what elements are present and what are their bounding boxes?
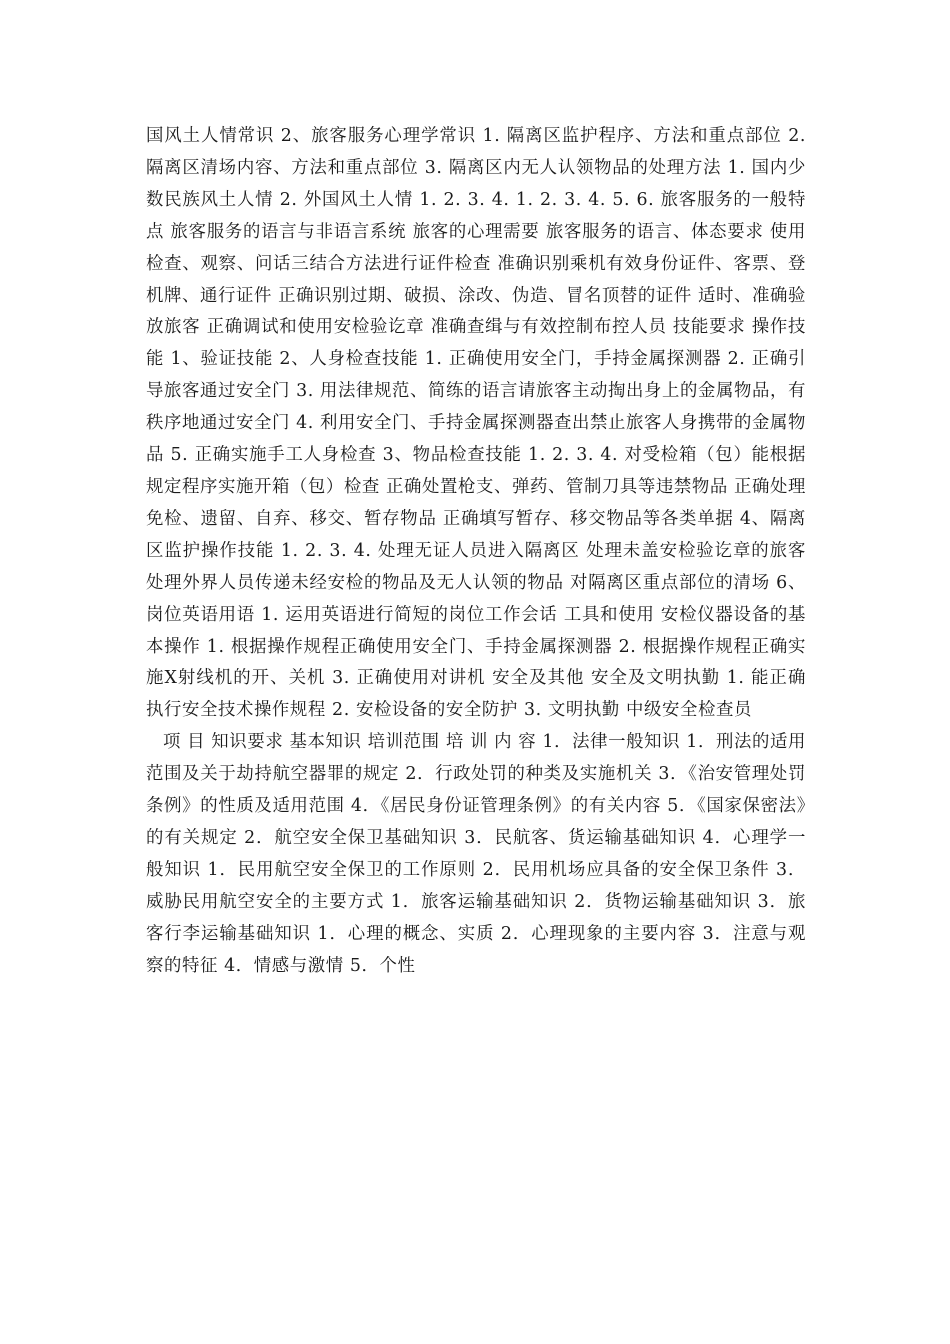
document-body — [146, 121, 806, 982]
paragraph-intermediate-knowledge: 项 目 知识要求 基本知识 培训范围 培 训 内 容 1．法律一般知识 1．刑法的适用范围及关于劫持航空器罪的规定 2．行政处罚的种类及实施机关 3．《治安管理处罚条例》的性质及适用范围 4．《居民身份证管理条例》的有关内容 5．《国家保密法》的有关规定 2．航空安全保卫基础知识 3．民航客、货运输基础知识 4．心理学一般知识 1．民用航空安全保卫的工作原则 2．民用机场应具备的安全保卫条件 3．威胁民用航空安全的主要方式 1．旅客运输基础知识 2．货物运输基础知识 3．旅客行李运输基础知识 1．心理的概念、实质 2．心理现象的主要内容 3．注意与观察的特征 4．情感与激情 5．个性 — [146, 732, 806, 976]
paragraph-security-check-skills: 国风土人情常识 2、旅客服务心理学常识 1. 隔离区监护程序、方法和重点部位 2. 隔离区清场内容、方法和重点部位 3. 隔离区内无人认领物品的处理方法 1. 国内少数民族风土人情 2. 外国风土人情 1. 2. 3. 4. 1. 2. 3. 4. 5. 6. 旅客服务的一般特点 旅客服务的语言与非语言系统 旅客的心理需要 旅客服务的语言、体态要求 使用检查、观察、问话三结合方法进行证件检查 准确识别乘机有效身份证件、客票、登机牌、通行证件 正确识别过期、破损、涂改、伪造、冒名顶替的证件 适时、准确验放旅客 正确调试和使用安检验讫章 准确查缉与有效控制布控人员 技能要求 操作技能 1、验证技能 2、人身检查技能 1. 正确使用安全门，手持金属探测器 2. 正确引导旅客通过安全门 3. 用法律规范、简练的语言请旅客主动掏出身上的金属物品，有秩序地通过安全门 4. 利用安全门、手持金属探测器查出禁止旅客人身携带的金属物品 5. 正确实施手工人身检查 3、物品检查技能 1. 2. 3. 4. 对受检箱（包）能根据规定程序实施开箱（包）检查 正确处置枪支、弹药、管制刀具等违禁物品 正确处理免检、遗留、自弃、移交、暂存物品 正确填写暂存、移交物品等各类单据 4、隔离区监护操作技能 1. 2. 3. 4. 处理无证人员进入隔离区 处理未盖安检验讫章的旅客 处理外界人员传递未经安检的物品及无人认领的物品 对隔离区重点部位的清场 6、岗位英语用语 1. 运用英语进行简短的岗位工作会话 工具和使用 安检仪器设备的基本操作 1. 根据操作规程正确使用安全门、手持金属探测器 2. 根据操作规程正确实施X射线机的开、关机 3. 正确使用对讲机 安全及其他 安全及文明执勤 1. 能正确执行安全技术操作规程 2. 安检设备的安全防护 3. 文明执勤 中级安全检查员 — [146, 126, 806, 721]
